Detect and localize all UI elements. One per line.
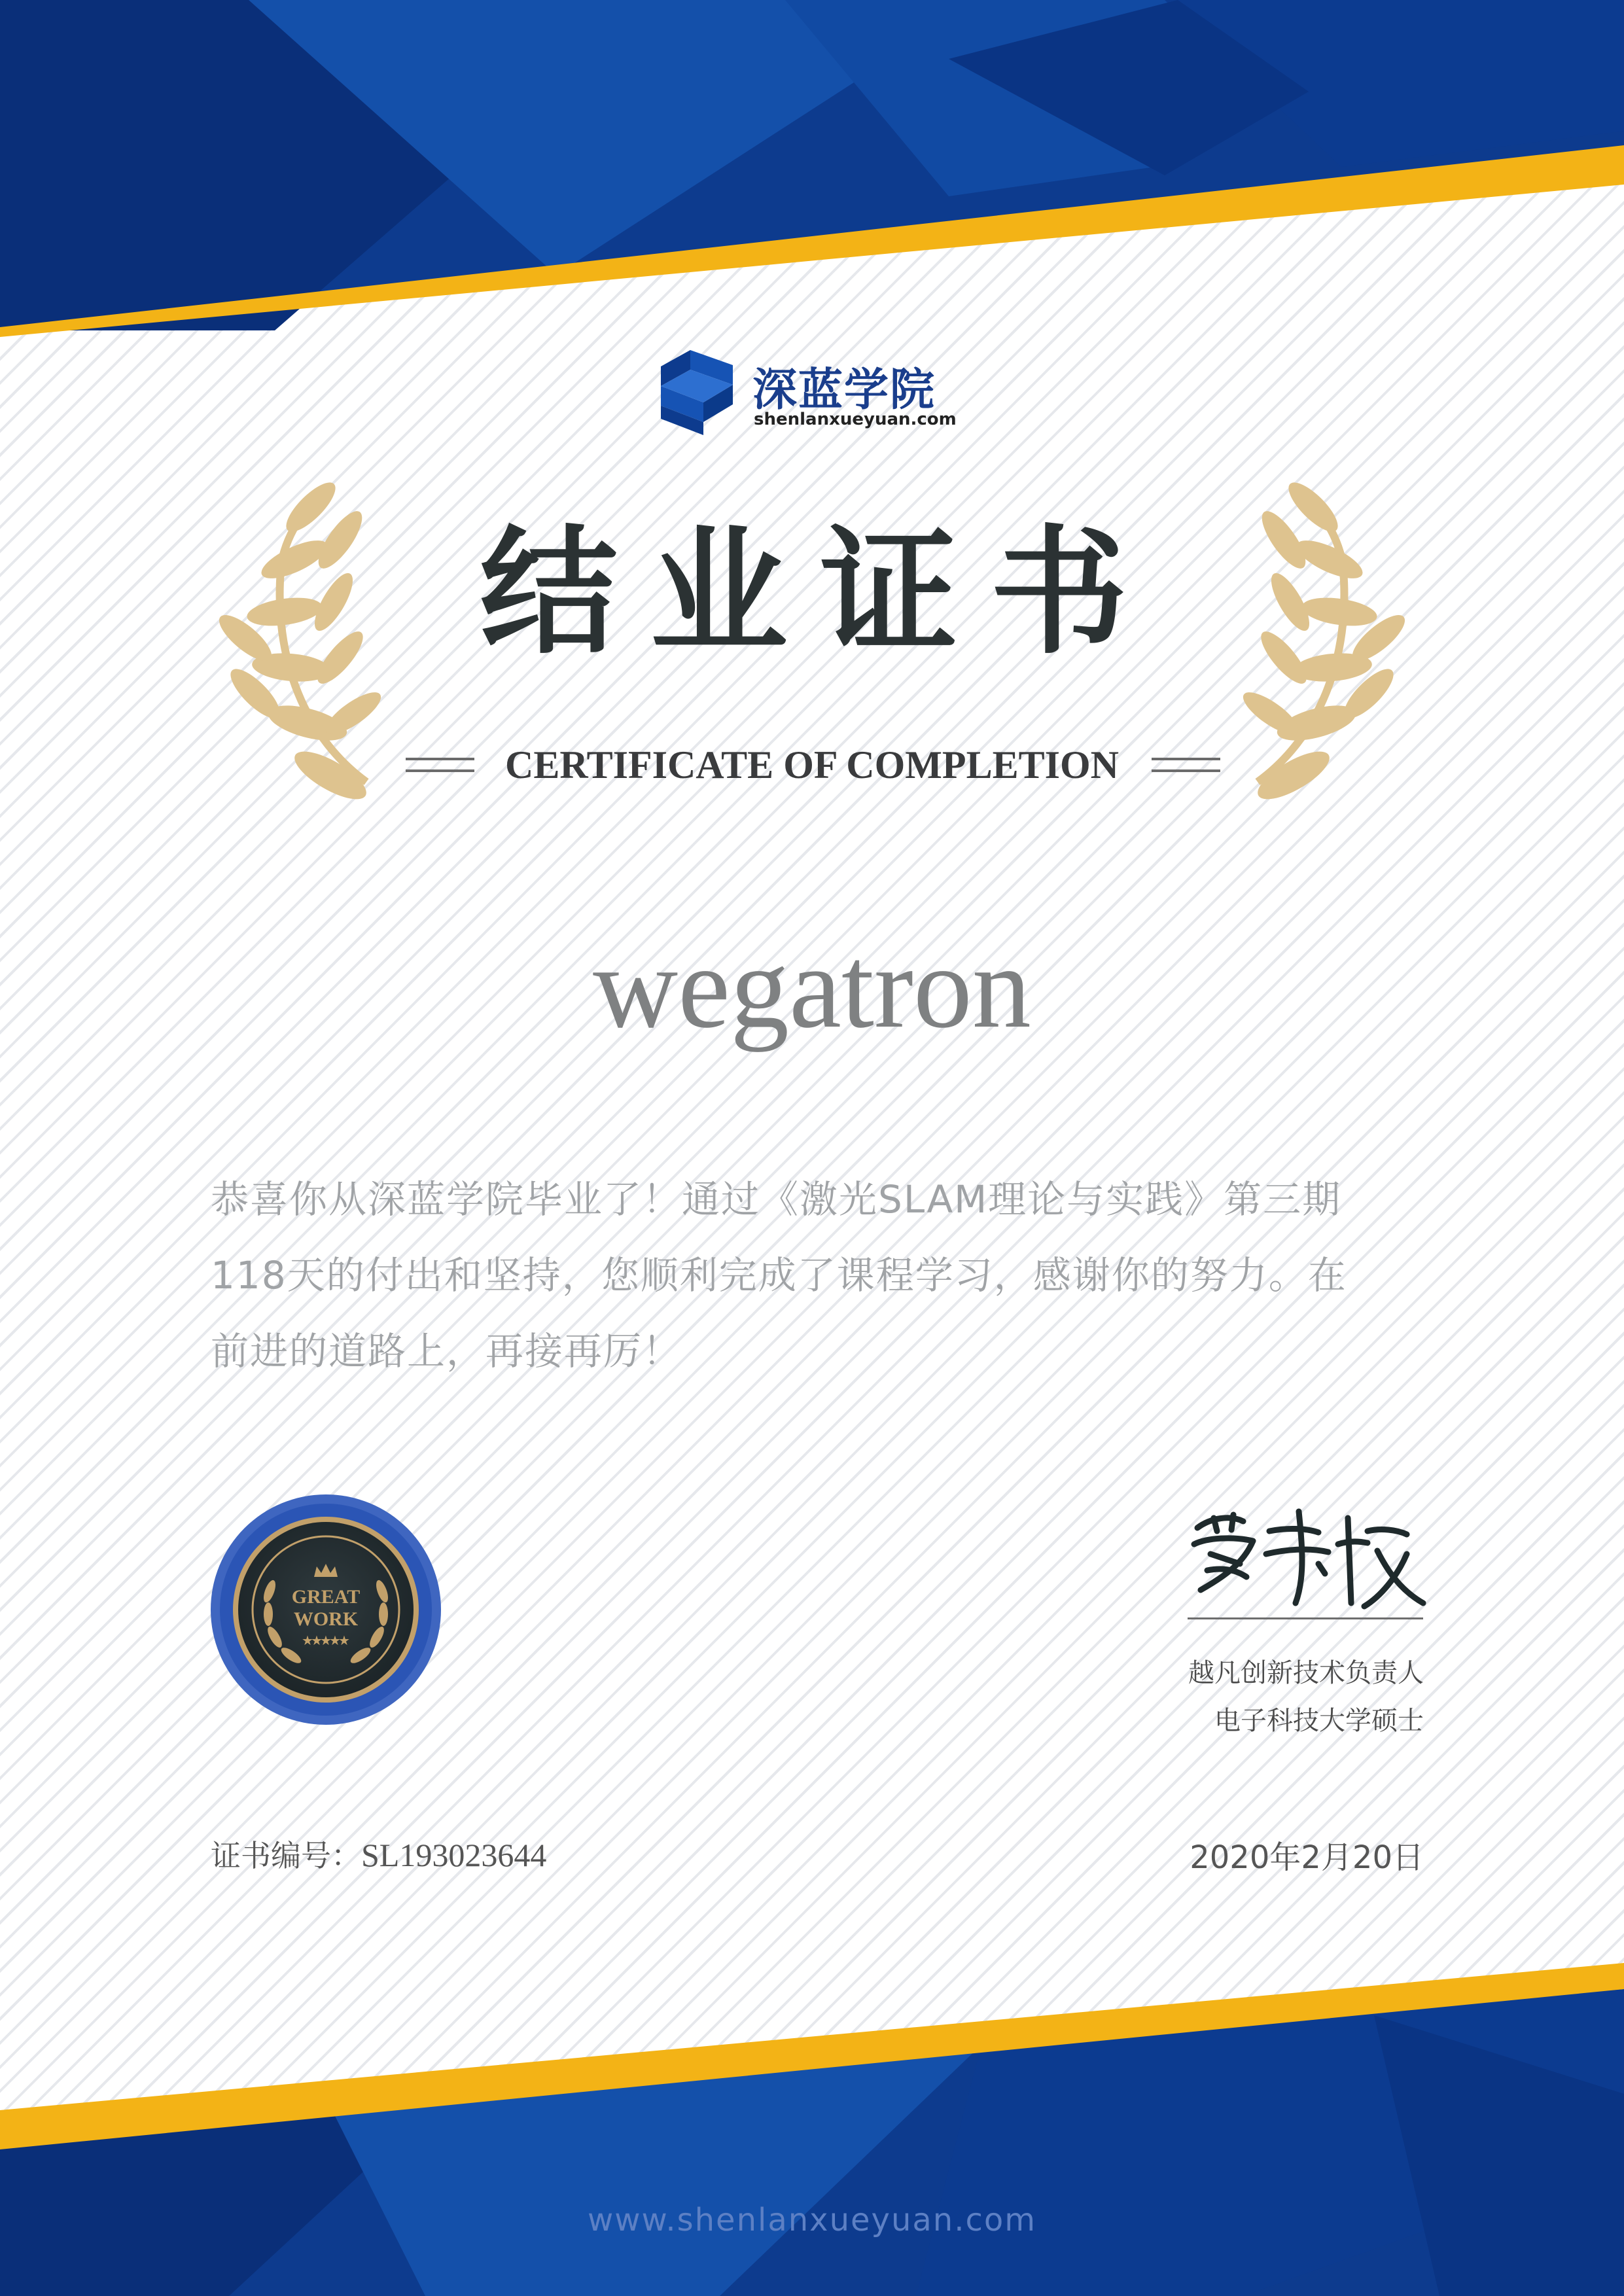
- brand-domain: shenlanxueyuan.com: [754, 410, 957, 429]
- seal-stars-icon: [302, 1633, 350, 1648]
- body-line: 118天的付出和坚持，您顺利完成了课程学习，感谢你的努力。在: [211, 1253, 1347, 1298]
- seal-text-line1: GREAT: [291, 1586, 361, 1608]
- body-line: 前进的道路上，再接再厉！: [211, 1329, 682, 1373]
- footer-website: www.shenlanxueyuan.com: [588, 2202, 1036, 2238]
- svg-text:★: ★: [302, 1633, 313, 1648]
- svg-text:★: ★: [320, 1633, 332, 1648]
- certificate-subtitle: CERTIFICATE OF COMPLETION: [505, 743, 1119, 786]
- brand-logo: [654, 347, 968, 438]
- issue-date: 2020年2月20日: [1190, 1839, 1424, 1876]
- signature-line: [1188, 1617, 1423, 1619]
- body-line: 恭喜你从深蓝学院毕业了！通过《激光SLAM理论与实践》第三期: [211, 1177, 1342, 1222]
- recipient-name: wegatron: [593, 922, 1031, 1052]
- signer-title-1: 越凡创新技术负责人: [1188, 1658, 1424, 1688]
- certificate-title: 结业证书: [480, 511, 1161, 673]
- brand-logo-icon: [654, 347, 739, 438]
- great-work-seal: [209, 1493, 442, 1726]
- svg-text:★: ★: [338, 1633, 350, 1648]
- svg-text:★: ★: [329, 1633, 341, 1648]
- svg-text:★: ★: [311, 1633, 323, 1648]
- seal-text-line2: WORK: [293, 1608, 359, 1630]
- signature: [1171, 1492, 1433, 1623]
- signer-title-2: 电子科技大学硕士: [1214, 1706, 1424, 1736]
- certificate-number: [211, 1832, 546, 1875]
- certificate-body: [211, 1161, 1428, 1389]
- certificate-number-value: SL193023644: [361, 1837, 547, 1873]
- brand-name: 深蓝学院: [752, 364, 936, 416]
- certificate-number-label: 证书编号：: [211, 1838, 361, 1873]
